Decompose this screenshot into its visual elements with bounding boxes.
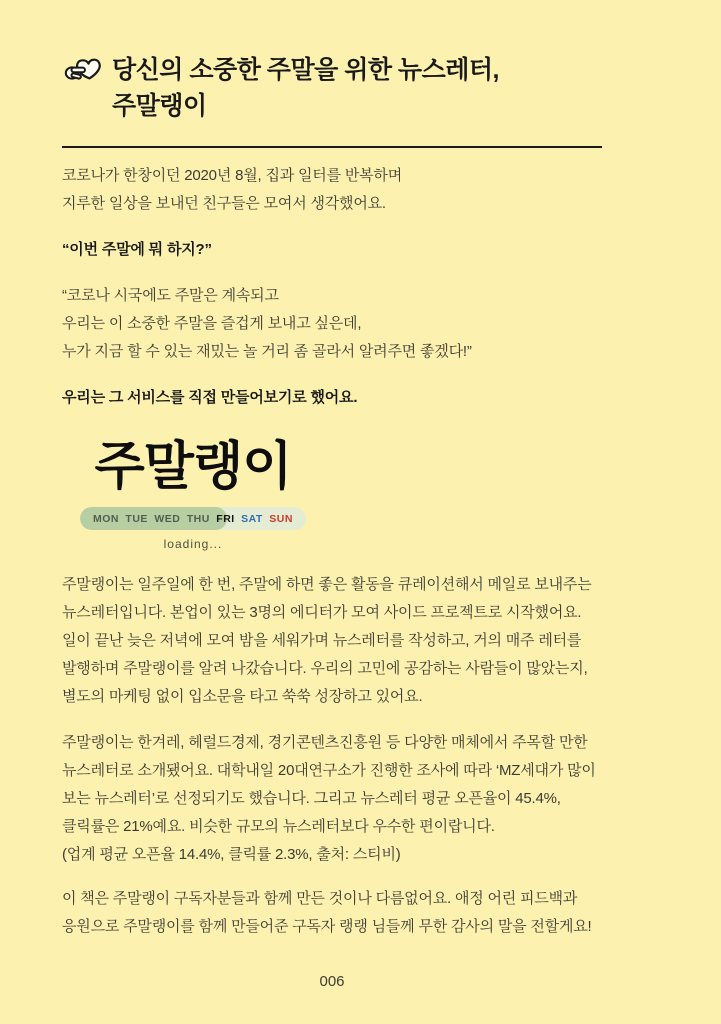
text-line: 발행하며 주말랭이를 알려 나갔습니다. 우리의 고민에 공감하는 사람들이 많았는지,: [62, 660, 588, 677]
text-line: 보는 뉴스레터’로 선정되기도 했습니다. 그리고 뉴스레터 평균 오픈율이 45.4%,: [62, 790, 561, 807]
text-line: 별도의 마케팅 없이 입소문을 타고 쑥쑥 성장하고 있어요.: [62, 688, 423, 705]
text-line: 우리는 이 소중한 주말을 즐겁게 보내고 싶은데,: [62, 315, 362, 332]
jumallaengi-wordmark: 주말랭이: [94, 438, 292, 496]
title-line-1: 당신의 소중한 주말을 위한 뉴스레터,: [112, 56, 499, 84]
weekday-label-sun: SUN: [269, 512, 293, 525]
weekday-label-fri: FRI: [216, 512, 235, 525]
text-line: 뉴스레터로 소개됐어요. 대학내일 20대연구소가 진행한 조사에 따라 ‘MZ세대가 많이: [62, 762, 596, 779]
text-line: 지루한 일상을 보내던 친구들은 모여서 생각했어요.: [62, 195, 386, 212]
weekday-label-tue: TUE: [125, 512, 148, 525]
page-number: 006: [319, 973, 345, 990]
text-line: 응원으로 주말랭이를 함께 만들어준 구독자 랭랭 님들께 무한 감사의 말을 전할게요!: [62, 918, 592, 935]
weekday-progress-pill: [80, 507, 306, 530]
question-paragraph: [62, 236, 602, 264]
press-paragraph: [62, 729, 602, 869]
text-line: 우리는 그 서비스를 직접 만들어보기로 했어요.: [62, 389, 358, 406]
weekday-label-wed: WED: [154, 512, 181, 525]
text-line: (업계 평균 오픈율 14.4%, 클릭률 2.3%, 출처: 스티비): [62, 846, 401, 863]
page-title: [112, 52, 499, 124]
finger-heart-icon: [62, 52, 106, 99]
thanks-paragraph: [62, 885, 602, 941]
intro-paragraph: [62, 162, 602, 218]
title-line-2: 주말랭이: [112, 92, 207, 120]
text-line: “이번 주말에 뭐 하지?”: [62, 241, 212, 258]
page-content: [62, 52, 602, 941]
loading-text: loading...: [163, 537, 223, 551]
text-line: 이 책은 주말랭이 구독자분들과 함께 만든 것이나 다름없어요. 애정 어린 피드백과: [62, 890, 578, 907]
weekday-label-mon: MON: [93, 512, 119, 525]
text-line: “코로나 시국에도 주말은 계속되고: [62, 287, 279, 304]
about-paragraph: [62, 571, 602, 711]
text-line: 코로나가 한창이던 2020년 8월, 집과 일터를 반복하며: [62, 167, 402, 184]
text-line: 누가 지금 할 수 있는 재밌는 놀 거리 좀 골라서 알려주면 좋겠다!”: [62, 343, 472, 360]
text-line: 주말랭이는 한겨레, 헤럴드경제, 경기콘텐츠진흥원 등 다양한 매체에서 주목할 만한: [62, 734, 588, 751]
weekday-label-thu: THU: [186, 512, 210, 525]
title-divider: [62, 146, 602, 148]
jumallaengi-logo: [80, 436, 306, 551]
weekday-labels: [80, 507, 306, 530]
quote-paragraph: [62, 282, 602, 366]
text-line: 뉴스레터입니다. 본업이 있는 3명의 에디터가 모여 사이드 프로젝트로 시작했어요.: [62, 604, 582, 621]
decision-paragraph: [62, 384, 602, 412]
text-line: 일이 끝난 늦은 저녁에 모여 밤을 세워가며 뉴스레터를 작성하고, 거의 매주 레터를: [62, 632, 582, 649]
text-line: 주말랭이는 일주일에 한 번, 주말에 하면 좋은 활동을 큐레이션해서 메일로 보내주는: [62, 576, 592, 593]
chapter-header: [62, 52, 602, 124]
text-line: 클릭률은 21%예요. 비슷한 규모의 뉴스레터보다 우수한 편이랍니다.: [62, 818, 495, 835]
weekday-label-sat: SAT: [241, 512, 263, 525]
